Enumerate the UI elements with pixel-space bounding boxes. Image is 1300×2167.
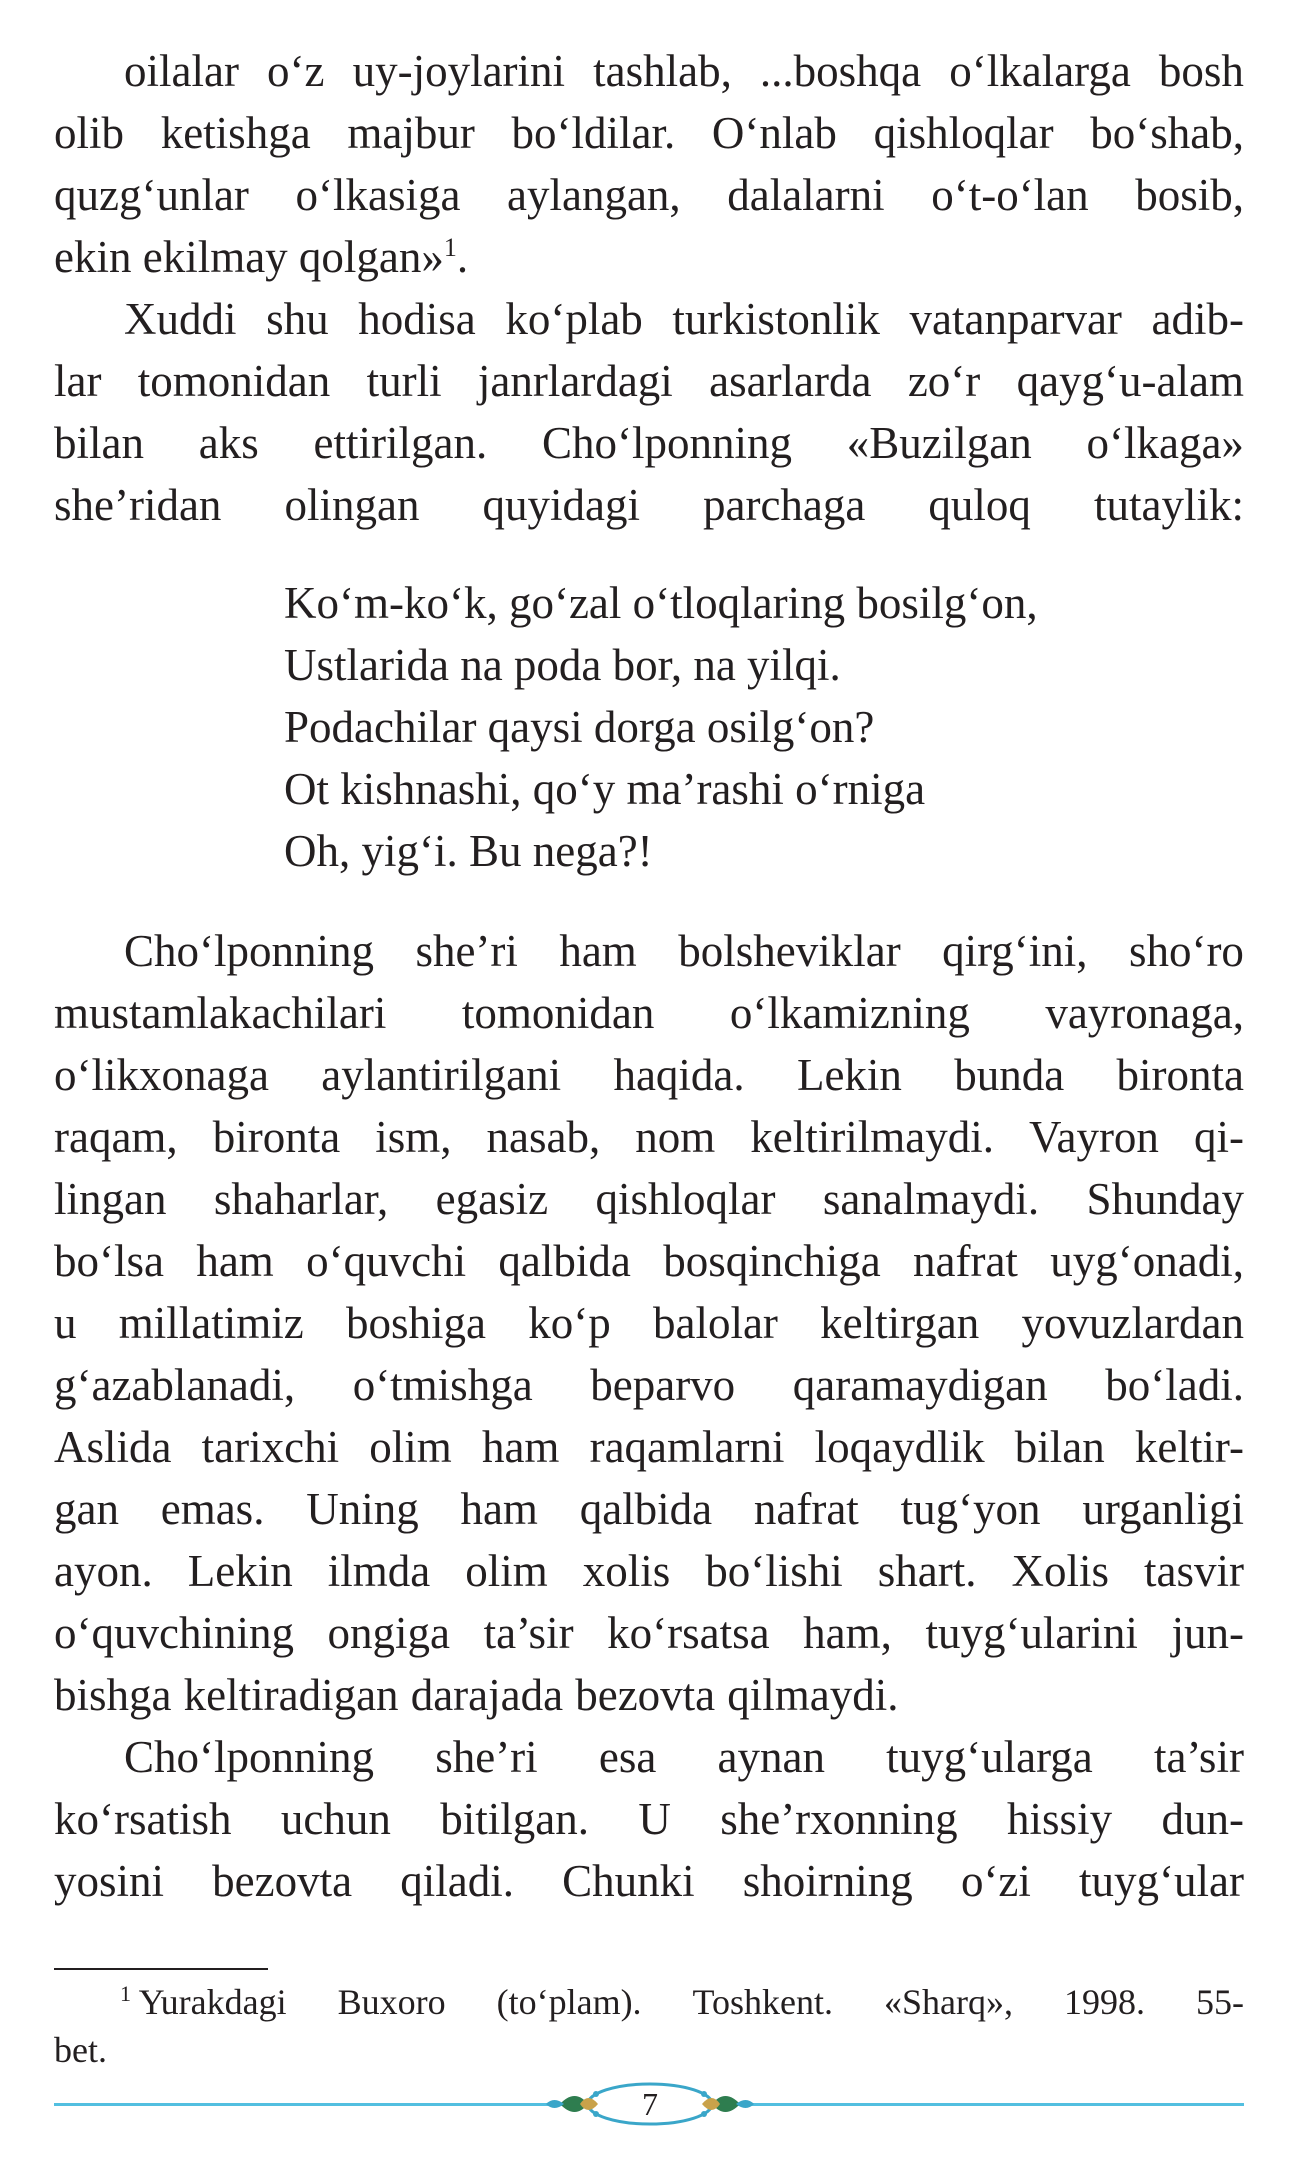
word: qirg‘ini, bbox=[942, 926, 1088, 976]
word: oilalar bbox=[124, 46, 239, 96]
word: ettirilgan. bbox=[313, 418, 488, 468]
text-line bbox=[54, 1788, 1244, 1850]
word: tomonidan bbox=[137, 356, 331, 406]
text-line bbox=[54, 164, 1244, 226]
poem-line: Podachilar qaysi dorga osilg‘on? bbox=[284, 702, 875, 752]
word: bezovta bbox=[212, 1856, 353, 1906]
footnote-separator bbox=[54, 1968, 268, 1970]
page-number: 7 bbox=[642, 2086, 658, 2122]
word: ism, bbox=[375, 1112, 452, 1162]
word: she’ridan bbox=[54, 480, 222, 530]
word: uyg‘onadi, bbox=[1050, 1236, 1244, 1286]
word: lingan bbox=[54, 1174, 167, 1224]
word: ko‘rsatish bbox=[54, 1794, 232, 1844]
word: Uning bbox=[306, 1484, 419, 1534]
word: u bbox=[54, 1298, 77, 1348]
word: bezovta bbox=[575, 1670, 716, 1720]
word: tuyg‘ularini bbox=[925, 1608, 1138, 1658]
word: gan bbox=[54, 1484, 119, 1534]
footnote-marker bbox=[120, 1978, 287, 2026]
word: tug‘yon bbox=[900, 1484, 1041, 1534]
word: emas. bbox=[160, 1484, 265, 1534]
word: urganligi bbox=[1082, 1484, 1244, 1534]
word: olim bbox=[369, 1422, 452, 1472]
footnote-word: 55- bbox=[1195, 1982, 1244, 2022]
word: ham bbox=[481, 1422, 560, 1472]
text-line bbox=[54, 1602, 1244, 1664]
word: darajada bbox=[410, 1670, 564, 1720]
word: nafrat bbox=[913, 1236, 1018, 1286]
word: qishloqlar bbox=[873, 108, 1054, 158]
word: bilan bbox=[54, 418, 144, 468]
text-line bbox=[54, 1106, 1244, 1168]
footnote-line bbox=[54, 2026, 1244, 2074]
word: yosini bbox=[54, 1856, 165, 1906]
word: nom bbox=[635, 1112, 716, 1162]
word: sho‘ro bbox=[1128, 926, 1244, 976]
word: bosib, bbox=[1135, 170, 1244, 220]
word: o‘zi bbox=[960, 1856, 1031, 1906]
word: o‘z bbox=[267, 46, 325, 96]
word: Shunday bbox=[1086, 1174, 1244, 1224]
poem-line: Ustlarida na poda bor, na yilqi. bbox=[284, 640, 841, 690]
text-line bbox=[54, 102, 1244, 164]
word: ...boshqa bbox=[759, 46, 922, 96]
word: egasiz bbox=[435, 1174, 549, 1224]
word: haqida. bbox=[613, 1050, 745, 1100]
word: tuyg‘ular bbox=[1079, 1856, 1244, 1906]
word: dun- bbox=[1161, 1794, 1244, 1844]
text-line bbox=[54, 1540, 1244, 1602]
word: turli bbox=[366, 356, 442, 406]
word: bitilgan. bbox=[440, 1794, 589, 1844]
word: quzg‘unlar bbox=[54, 170, 249, 220]
word: ham bbox=[460, 1484, 538, 1534]
text-line bbox=[54, 1230, 1244, 1292]
word: Cho‘lponning bbox=[541, 418, 792, 468]
word: U bbox=[638, 1794, 671, 1844]
word: balolar bbox=[652, 1298, 778, 1348]
word: sanalmaydi. bbox=[822, 1174, 1040, 1224]
text-line bbox=[54, 288, 1244, 350]
text-line bbox=[54, 1416, 1244, 1478]
footnote-number: 1 bbox=[120, 1981, 131, 2006]
word: Lekin bbox=[796, 1050, 902, 1100]
word: bironta bbox=[1116, 1050, 1244, 1100]
word: xolis bbox=[582, 1546, 671, 1596]
word: Cho‘lponning bbox=[124, 926, 375, 976]
word: turkistonlik bbox=[672, 294, 880, 344]
word: jun- bbox=[1171, 1608, 1244, 1658]
word: bo‘lishi bbox=[705, 1546, 843, 1596]
word: tashlab, bbox=[593, 46, 732, 96]
word: o‘quvchining bbox=[54, 1608, 294, 1658]
footnote-word: 1998. bbox=[1063, 1982, 1145, 2022]
text-line bbox=[54, 350, 1244, 412]
word: nafrat bbox=[753, 1484, 859, 1534]
word: bo‘shab, bbox=[1090, 108, 1244, 158]
poem-excerpt bbox=[54, 572, 1244, 882]
poem-line: Ko‘m-ko‘k, go‘zal o‘tloqlaring bosilg‘on, bbox=[284, 578, 1038, 628]
word: ko‘p bbox=[528, 1298, 611, 1348]
text-line bbox=[54, 1726, 1244, 1788]
footnote bbox=[54, 1978, 1244, 2074]
word: bironta bbox=[212, 1112, 341, 1162]
word: o‘lkalarga bbox=[949, 46, 1131, 96]
text-line bbox=[54, 226, 1244, 288]
word: qayg‘u-alam bbox=[1016, 356, 1244, 406]
word: ongiga bbox=[327, 1608, 451, 1658]
word: adib- bbox=[1151, 294, 1244, 344]
word: qalbida bbox=[498, 1236, 631, 1286]
word: shaharlar, bbox=[213, 1174, 389, 1224]
word: loqaydlik bbox=[814, 1422, 985, 1472]
text-line bbox=[54, 1664, 1244, 1726]
word: Xuddi bbox=[124, 294, 237, 344]
word: nasab, bbox=[486, 1112, 601, 1162]
word: ham bbox=[559, 926, 637, 976]
word: she’ri bbox=[435, 1732, 538, 1782]
word: qilmaydi. bbox=[727, 1670, 899, 1720]
word: bo‘lsa bbox=[54, 1236, 164, 1286]
text-line bbox=[54, 40, 1244, 102]
word: bo‘ldilar. bbox=[511, 108, 676, 158]
text-line bbox=[54, 1850, 1244, 1912]
word: olingan bbox=[284, 480, 420, 530]
word: she’rxonning bbox=[720, 1794, 958, 1844]
word: aks bbox=[198, 418, 259, 468]
word: o‘quvchi bbox=[306, 1236, 467, 1286]
text-line bbox=[54, 1292, 1244, 1354]
word: esa bbox=[598, 1732, 657, 1782]
word: tasvir bbox=[1144, 1546, 1244, 1596]
word: bosqinchiga bbox=[663, 1236, 881, 1286]
word: o‘lkaga» bbox=[1086, 418, 1244, 468]
word: ko‘plab bbox=[505, 294, 643, 344]
word: Aslida bbox=[54, 1422, 172, 1472]
word: keltir- bbox=[1134, 1422, 1244, 1472]
word: ayon. bbox=[54, 1546, 153, 1596]
word: olib bbox=[54, 108, 125, 158]
word: yovuzlardan bbox=[1021, 1298, 1244, 1348]
word: Xolis bbox=[1011, 1546, 1109, 1596]
text-line bbox=[54, 920, 1244, 982]
word: «Buzilgan bbox=[846, 418, 1032, 468]
word: o‘tmishga bbox=[352, 1360, 533, 1410]
word: hodisa bbox=[358, 294, 476, 344]
word: bo‘ladi. bbox=[1105, 1360, 1244, 1410]
word: Vayron bbox=[1028, 1112, 1159, 1162]
word: keltirgan bbox=[820, 1298, 980, 1348]
text-line bbox=[54, 982, 1244, 1044]
word: O‘nlab bbox=[711, 108, 837, 158]
word: quyidagi bbox=[482, 480, 640, 530]
footnote-word: Buxoro bbox=[337, 1982, 446, 2022]
footnote-text: bet. bbox=[54, 2030, 107, 2070]
word: majbur bbox=[347, 108, 475, 158]
word: mustamlakachilari bbox=[54, 988, 387, 1038]
word: ilmda bbox=[327, 1546, 431, 1596]
word: ham, bbox=[803, 1608, 892, 1658]
text-line bbox=[54, 1168, 1244, 1230]
word: Lekin bbox=[187, 1546, 293, 1596]
word: ketishga bbox=[160, 108, 311, 158]
word: keltirilmaydi. bbox=[750, 1112, 994, 1162]
word: o‘lkamizning bbox=[729, 988, 970, 1038]
footnote-word: Yurakdagi bbox=[138, 1982, 287, 2022]
text-line bbox=[54, 412, 1244, 474]
word: uy-joylarini bbox=[352, 46, 566, 96]
poem-line: Ot kishnashi, qo‘y ma’rashi o‘rniga bbox=[284, 764, 926, 814]
word: shu bbox=[266, 294, 329, 344]
word: dalalarni bbox=[727, 170, 885, 220]
word: olim bbox=[465, 1546, 548, 1596]
word: tuyg‘ularga bbox=[886, 1732, 1093, 1782]
word: o‘likxonaga bbox=[54, 1050, 269, 1100]
word: beparvo bbox=[590, 1360, 736, 1410]
word: boshiga bbox=[345, 1298, 486, 1348]
word: vatanparvar bbox=[909, 294, 1122, 344]
paragraph-3 bbox=[54, 920, 1244, 1726]
text-line bbox=[54, 474, 1244, 536]
footnote-word: «Sharq», bbox=[884, 1982, 1013, 2022]
footnote-line bbox=[54, 1978, 1244, 2026]
word: Chunki bbox=[562, 1856, 695, 1906]
word: qalbida bbox=[579, 1484, 713, 1534]
word: ko‘rsatsa bbox=[607, 1608, 770, 1658]
paragraph-1 bbox=[54, 40, 1244, 288]
footnote-reference[interactable]: 1 bbox=[443, 233, 457, 262]
text-line bbox=[54, 1044, 1244, 1106]
word: janrlardagi bbox=[477, 356, 673, 406]
word: vayronaga, bbox=[1045, 988, 1244, 1038]
word: bishga bbox=[54, 1670, 172, 1720]
word: qaramaydigan bbox=[792, 1360, 1048, 1410]
word: aynan bbox=[717, 1732, 825, 1782]
word: bolsheviklar bbox=[678, 926, 901, 976]
word: bilan bbox=[1014, 1422, 1105, 1472]
word: raqamlarni bbox=[589, 1422, 785, 1472]
word: ham bbox=[196, 1236, 274, 1286]
word: millatimiz bbox=[118, 1298, 304, 1348]
word: shart. bbox=[877, 1546, 977, 1596]
word: ekin ekilmay qolgan» bbox=[54, 232, 444, 282]
word: shoirning bbox=[742, 1856, 913, 1906]
footnote-word: (to‘plam). bbox=[496, 1982, 642, 2022]
word: aylantirilgani bbox=[321, 1050, 562, 1100]
word: tomonidan bbox=[461, 988, 655, 1038]
word: Cho‘lponning bbox=[124, 1732, 375, 1782]
word: tarixchi bbox=[201, 1422, 340, 1472]
word: asarlarda bbox=[709, 356, 872, 406]
word: lar bbox=[54, 356, 102, 406]
word: qishloqlar bbox=[595, 1174, 776, 1224]
word: aylangan, bbox=[507, 170, 681, 220]
word: quloq bbox=[928, 480, 1031, 530]
word: she’ri bbox=[415, 926, 518, 976]
page-body bbox=[54, 40, 1244, 1912]
word: qiladi. bbox=[400, 1856, 514, 1906]
word: bosh bbox=[1158, 46, 1244, 96]
text-line bbox=[54, 1354, 1244, 1416]
word: o‘t-o‘lan bbox=[931, 170, 1089, 220]
word: parchaga bbox=[703, 480, 866, 530]
word: qi- bbox=[1193, 1112, 1244, 1162]
punctuation: . bbox=[456, 232, 469, 282]
footnote-word: Toshkent. bbox=[692, 1982, 834, 2022]
word: g‘azablanadi, bbox=[54, 1360, 296, 1410]
word: bunda bbox=[954, 1050, 1065, 1100]
word: ta’sir bbox=[1153, 1732, 1244, 1782]
word: o‘lkasiga bbox=[295, 170, 461, 220]
word: keltiradigan bbox=[183, 1670, 399, 1720]
poem-line: Oh, yig‘i. Bu nega?! bbox=[284, 826, 653, 876]
word: tutaylik: bbox=[1093, 480, 1244, 530]
word: ta’sir bbox=[483, 1608, 574, 1658]
word: uchun bbox=[280, 1794, 391, 1844]
text-line bbox=[54, 1478, 1244, 1540]
paragraph-2 bbox=[54, 288, 1244, 536]
word: raqam, bbox=[54, 1112, 178, 1162]
paragraph-4 bbox=[54, 1726, 1244, 1912]
word: zo‘r bbox=[907, 356, 981, 406]
word: hissiy bbox=[1007, 1794, 1113, 1844]
